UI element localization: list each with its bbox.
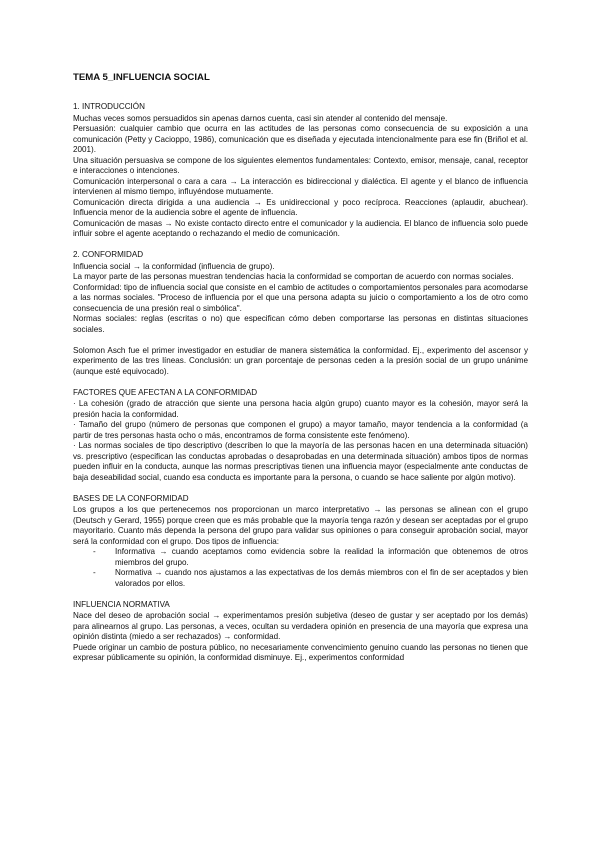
paragraph: Solomon Asch fue el primer investigador en estudiar de manera sistemática la conformidad. Ej., experimento del ascensor y experimento de las tres líneas. Conclusión: un gran porcentaje de personas ceden a la presión social de un grupo unánime (aunque esté equivocado). [73, 345, 528, 376]
list-item-text: Informativa → cuando aceptamos como evidencia sobre la realidad la información que obtenemos de otros miembros del grupo. [115, 547, 528, 567]
list-item-text: Normativa → cuando nos ajustamos a las expectativas de los demás miembros con el fin de ser aceptados y bien valorados por ellos. [115, 568, 528, 588]
paragraph: Comunicación directa dirigida a una audiencia → Es unidireccional y poco recíproca. Reacciones (aplaudir, abuchear). Influencia menor de la audiencia sobre el agente de influencia. [73, 197, 528, 217]
section-heading: FACTORES QUE AFECTAN A LA CONFORMIDAD [73, 387, 258, 397]
dash-marker: - [93, 547, 96, 556]
paragraph: Persuasión: cualquier cambio que ocurra en las actitudes de las personas como consecuencia de su exposición a una comunicación (Petty y Cacioppo, 1986), comunicación que es diseñada y ejecutada intencionalmente para ese fin (Briñol et al. 2001). [73, 124, 528, 154]
section-heading: 1. INTRODUCCIÓN [73, 102, 145, 111]
section-factores [73, 388, 528, 484]
paragraph: · Tamaño del grupo (número de personas que componen el grupo) a mayor tamaño, mayor tendencia a la conformidad (a partir de tres personas hasta ocho o más, encontramos de forma consistente este fenómeno). [73, 420, 528, 440]
paragraph: La mayor parte de las personas muestran tendencias hacia la conformidad se comportan de acuerdo con normas sociales. [73, 272, 514, 281]
section-influencia-normativa [73, 600, 528, 664]
paragraph: Puede originar un cambio de postura público, no necesariamente convencimiento genuino cuando las personas no tienen que expresar públicamente su opinión, la conformidad disminuye. Ej., experimentos conformidad [73, 642, 528, 662]
section-bases [73, 494, 528, 590]
paragraph: Una situación persuasiva se compone de los siguientes elementos fundamentales: Contexto, emisor, mensaje, canal, receptor e interacciones o intenciones. [73, 155, 528, 175]
paragraph: Nace del deseo de aprobación social → experimentamos presión subjetiva (deseo de gustar y ser aceptado por los demás) para alinearnos al grupo. Las personas, a veces, ocultan su verdadera opinión en presencia de una mayoría que expresa una opinión distinta (miedo a ser rechazados) → conformidad. [73, 611, 528, 641]
paragraph: Muchas veces somos persuadidos sin apenas darnos cuenta, casi sin atender al contenido del mensaje. [73, 113, 448, 123]
document-title: TEMA 5_INFLUENCIA SOCIAL [73, 72, 210, 83]
section-heading: INFLUENCIA NORMATIVA [73, 599, 170, 609]
dash-marker: - [93, 568, 96, 577]
section-conformidad [73, 250, 528, 377]
paragraph: Conformidad: tipo de influencia social que consiste en el cambio de actitudes o comportamientos personales para acomodarse a las normas sociales. "Proceso de influencia por el que una persona adapta su juicio o comportamiento a los de otro como consecuencia de una presión real o simbólica". [73, 282, 528, 313]
section-introduccion [73, 102, 528, 240]
paragraph: · Las normas sociales de tipo descriptivo (describen lo que la mayoría de las personas hacen en una determinada situación) vs. prescriptivo (especifican las conductas aprobadas o desaprobadas en una determinada situación) ambos tipos de normas pueden influir en la conducta, aunque las normas prescriptivas tienen una influencia mayor (especialmente ante conductas de baja deseabilidad social, cuando esa conducta es importante para la persona, o cuando se hace saliente por algún motivo). [73, 441, 528, 482]
paragraph: Normas sociales: reglas (escritas o no) que especifican cómo deben comportarse las personas en distintas situaciones sociales. [73, 314, 528, 334]
section-heading: 2. CONFORMIDAD [73, 250, 144, 259]
list-item [93, 568, 528, 589]
paragraph: · La cohesión (grado de atracción que siente una persona hacia algún grupo) cuanto mayor es la cohesión, mayor será la presión hacia la conformidad. [73, 399, 528, 419]
paragraph: Comunicación de masas → No existe contacto directo entre el comunicador y la audiencia. El blanco de influencia solo puede influir sobre el agente aceptando o rechazando el medio de comunicación. [73, 218, 528, 238]
paragraph: Comunicación interpersonal o cara a cara → La interacción es bidireccional y dialéctica. El agente y el blanco de influencia intervienen al mismo tiempo, influyéndose mutuamente. [73, 176, 528, 196]
paragraph: Los grupos a los que pertenecemos nos proporcionan un marco interpretativo → las personas se alinean con el grupo (Deutsch y Gerard, 1955) porque creen que es más probable que la mayoría tenga razón y desean ser aceptadas por el grupo mayoritario. Cuanto más dependa la persona del grupo para validar sus opiniones o para conseguir aprobación social, mayor será la conformidad con el grupo. Dos tipos de influencia: [73, 505, 528, 546]
document-body [73, 72, 528, 664]
paragraph: Influencia social → la conformidad (influencia de grupo). [73, 261, 275, 271]
list-item [93, 547, 528, 568]
influence-types-list [73, 547, 528, 589]
section-heading: BASES DE LA CONFORMIDAD [73, 493, 189, 503]
